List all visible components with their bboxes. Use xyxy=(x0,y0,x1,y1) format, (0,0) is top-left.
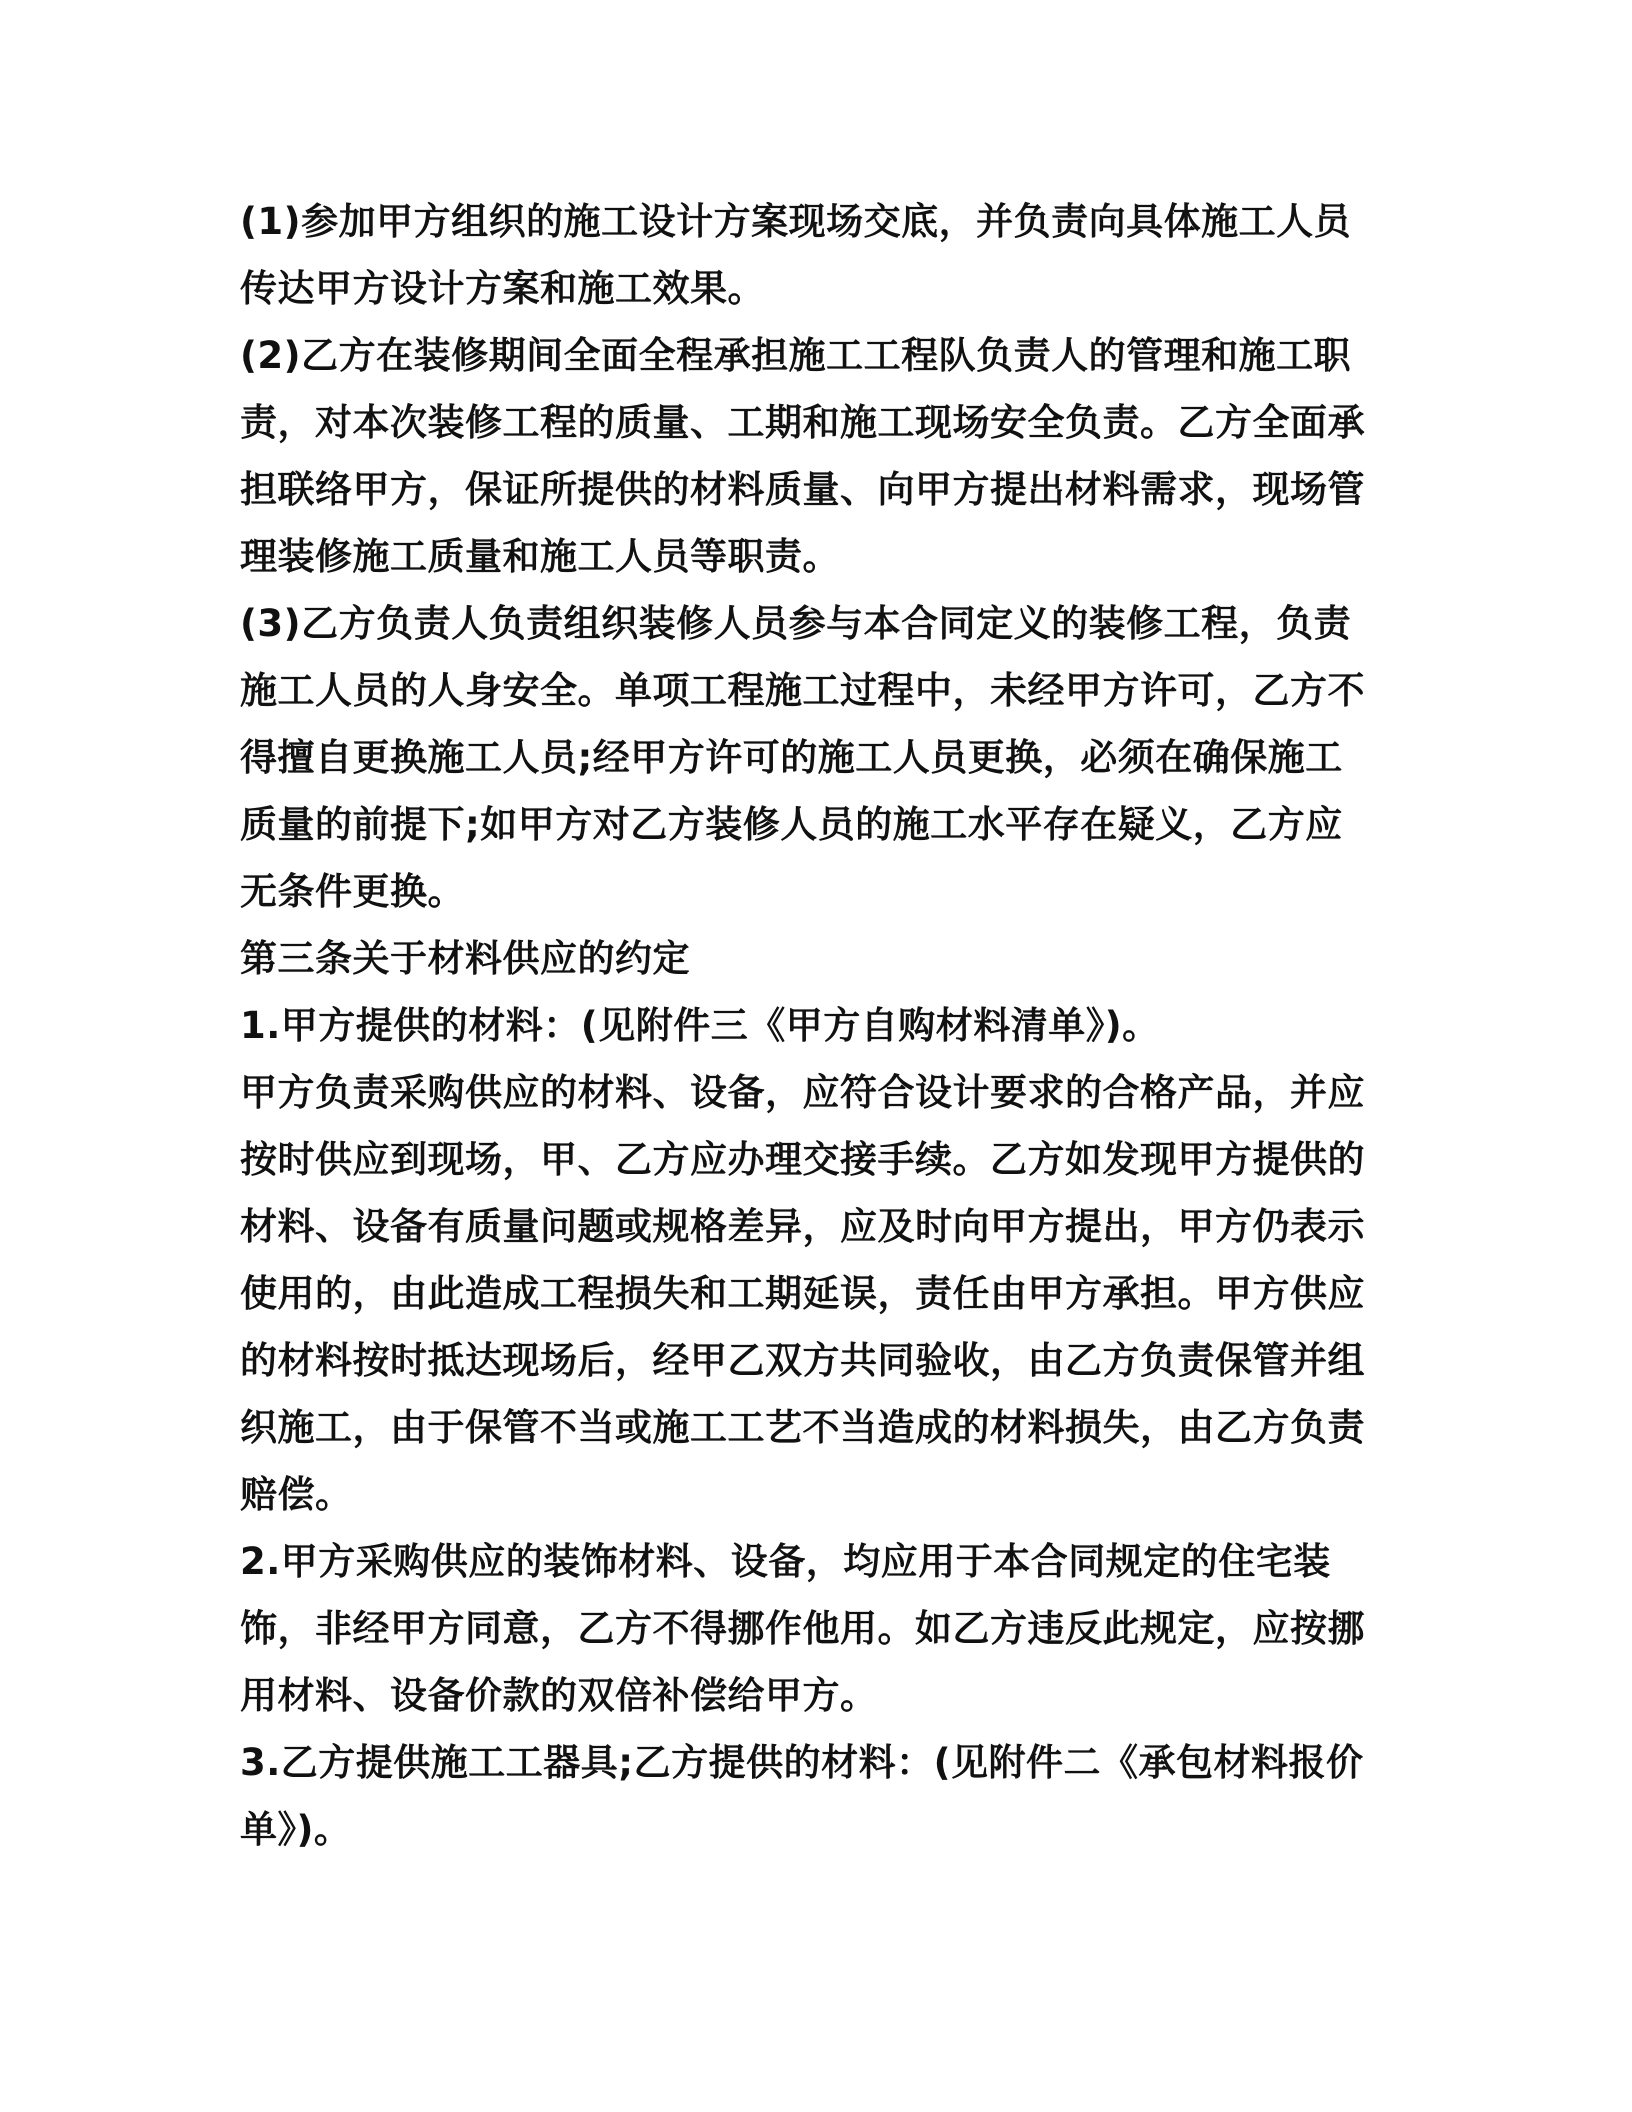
paragraph-clause-2: (2)乙方在装修期间全面全程承担施工工程队负责人的管理和施工职责，对本次装修工程的质量、工期和施工现场安全负责。乙方全面承担联络甲方，保证所提供的材料质量、向甲方提出材料需求，现场管理装修施工质量和施工人员等职责。 xyxy=(240,334,1365,578)
document-body xyxy=(240,188,1380,1863)
paragraph-item-2: 2.甲方采购供应的装饰材料、设备，均应用于本合同规定的住宅装饰，非经甲方同意，乙方不得挪作他用。如乙方违反此规定，应按挪用材料、设备价款的双倍补偿给甲方。 xyxy=(240,1540,1365,1717)
paragraph-material-supply: 甲方负责采购供应的材料、设备，应符合设计要求的合格产品，并应按时供应到现场，甲、乙方应办理交接手续。乙方如发现甲方提供的材料、设备有质量问题或规格差异，应及时向甲方提出，甲方仍表示使用的，由此造成工程损失和工期延误，责任由甲方承担。甲方供应的材料按时抵达现场后，经甲乙双方共同验收，由乙方负责保管并组织施工，由于保管不当或施工工艺不当造成的材料损失，由乙方负责赔偿。 xyxy=(240,1071,1365,1516)
section-heading-article-3: 第三条关于材料供应的约定 xyxy=(240,937,690,980)
paragraph-clause-3: (3)乙方负责人负责组织装修人员参与本合同定义的装修工程，负责施工人员的人身安全。单项工程施工过程中，未经甲方许可，乙方不得擅自更换施工人员;经甲方许可的施工人员更换，必须在确保施工质量的前提下;如甲方对乙方装修人员的施工水平存在疑义，乙方应无条件更换。 xyxy=(240,602,1365,913)
paragraph-item-1: 1.甲方提供的材料：(见附件三《甲方自购材料清单》)。 xyxy=(240,1004,1160,1047)
paragraph-clause-1: (1)参加甲方组织的施工设计方案现场交底，并负责向具体施工人员传达甲方设计方案和施工效果。 xyxy=(240,200,1352,310)
paragraph-item-3: 3.乙方提供施工工器具;乙方提供的材料：(见附件二《承包材料报价单》)。 xyxy=(240,1741,1364,1851)
